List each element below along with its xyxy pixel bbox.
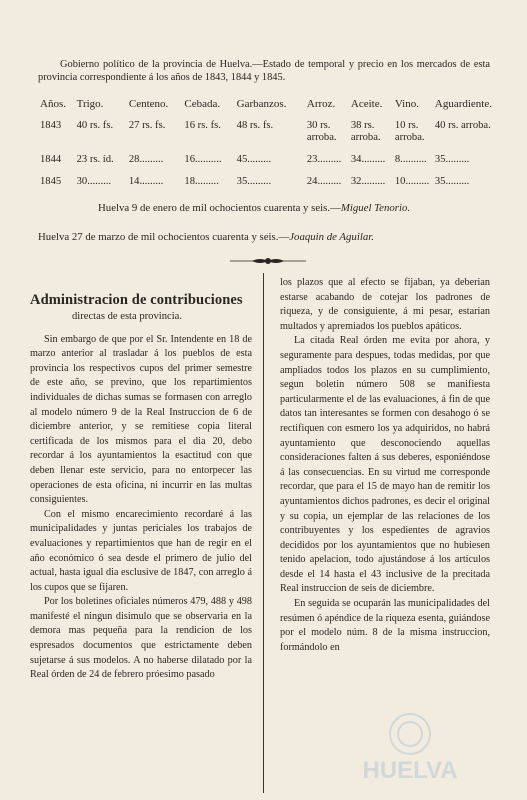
watermark-text: HUELVA bbox=[362, 757, 458, 784]
table-cell: 35......... bbox=[434, 176, 470, 187]
table-cell: 1844 bbox=[40, 154, 62, 165]
table-header: Centeno. bbox=[128, 98, 169, 110]
table-cell: 27 rs. fs. bbox=[128, 120, 166, 131]
right-column bbox=[280, 276, 490, 655]
price-table bbox=[40, 98, 492, 198]
section-subtitle: directas de esta provincia. bbox=[72, 311, 183, 322]
signature-text: Huelva 27 de marzo de mil ochocientos cuarenta y seis.— bbox=[38, 231, 290, 243]
signature-name: Miguel Tenorio. bbox=[340, 202, 411, 214]
section-title: Administracion de contribuciones bbox=[30, 292, 243, 308]
table-cell: 23......... bbox=[306, 154, 342, 165]
paragraph: La citada Real órden me evita por ahora, y seguramente para despues, todas medidas, por que ampliados todos los plazos en su cumplimiento, segun boletin número 508 se manifiesta particularmente el de las evaluaciones, á fin de que datos tan interesantes se formen con desahogo ó se rectifiquen con esmero los ya adquiridos, no habrá ayuntamiento que desconociendo aquellas consideraciones falten á sus deberes, esponiéndose á las consecuencias. En su virtud me corresponde recordar, que para el 15 de mayo han de remitir los ayuntamientos dichos padrones, es decir el original y su copia, un ejemplar de las relaciones de los contribuyentes y los espedientes de agravios decididos por los ayuntamientos que no hubiesen tenido apelacion, todo ajustándose á los artículos desde el 14 hasta el 43 inclusive de la precitada Real instruccion de seis de diciembre. bbox=[280, 335, 490, 595]
paragraph: Por los boletines oficiales números 479, 488 y 498 manifesté el ningun disimulo que se observaria en la demora mas pequeña para la rendicion de los espresados documentos que estrictamente deben sujetarse á sus modelos. A no haberse dilatado por la Real órden de 24 de febrero próesimo pasado bbox=[30, 596, 252, 681]
table-cell: 32......... bbox=[350, 176, 386, 187]
table-cell: 45......... bbox=[236, 154, 272, 165]
signature-text: Huelva 9 de enero de mil ochocientos cuarenta y seis.— bbox=[98, 202, 341, 214]
table-header: Garbanzos. bbox=[236, 98, 287, 110]
table-header-row bbox=[40, 98, 492, 120]
table-cell: 40 rs. arroba. bbox=[434, 120, 491, 131]
paragraph: En seguida se ocuparán las municipalidades del resúmen ó apéndice de la riqueza esenta, guiándose por el modelo núm. 8 de la misma instruccion, formándolo en bbox=[280, 598, 490, 653]
intro-text: Gobierno político de la provincia de Huelva.—Estado de temporal y precio en los mercados de esta provincia correspondiente á los años de 1843, 1844 y 1845. bbox=[38, 59, 490, 83]
table-cell: 1845 bbox=[40, 176, 62, 187]
column-divider bbox=[263, 273, 264, 793]
table-cell: 38 rs. arroba. bbox=[350, 120, 381, 143]
table-header: Cebada. bbox=[184, 98, 221, 110]
table-cell: 30......... bbox=[76, 176, 112, 187]
paragraph: los plazos que al efecto se fijaban, ya deberian estarse acabando de cotejar los padrones de riqueza, y de consiguiente, á mi pesar, estarian multados y apremiados los pueblos apáticos. bbox=[280, 277, 490, 332]
table-header: Vino. bbox=[394, 98, 419, 110]
table-cell: 40 rs. fs. bbox=[76, 120, 114, 131]
table-cell: 23 rs. íd. bbox=[76, 154, 114, 165]
table-row bbox=[40, 120, 492, 154]
library-watermark-stamp bbox=[345, 706, 475, 786]
table-row bbox=[40, 154, 492, 176]
table-cell: 10 rs. arroba. bbox=[394, 120, 425, 143]
intro-paragraph bbox=[38, 58, 490, 84]
table-cell: 1843 bbox=[40, 120, 62, 131]
table-cell: 14......... bbox=[128, 176, 164, 187]
table-cell: 35......... bbox=[236, 176, 272, 187]
table-cell: 30 rs. arroba. bbox=[306, 120, 337, 143]
table-cell: 28......... bbox=[128, 154, 164, 165]
table-cell: 10......... bbox=[394, 176, 430, 187]
table-header: Años. bbox=[40, 98, 66, 110]
table-cell: 24......... bbox=[306, 176, 342, 187]
table-row bbox=[40, 176, 492, 198]
table-cell: 16 rs. fs. bbox=[184, 120, 221, 131]
table-cell: 8.......... bbox=[394, 154, 427, 165]
table-header: Aguardiente. bbox=[434, 98, 492, 110]
paragraph: Con el mismo encarecimiento recordaré á las municipalidades y juntas periciales los trabajos de evaluaciones y repartimientos que han de regir en el año económico ó sea desde el primero de julio del actual, hasta igual dia esclusive de 1847, con arreglo á los cupos que se fijaren. bbox=[30, 508, 252, 593]
table-cell: 18......... bbox=[184, 176, 219, 187]
table-cell: 48 rs. fs. bbox=[236, 120, 274, 131]
signature-name: Joaquin de Aguilar. bbox=[289, 231, 374, 243]
left-column bbox=[30, 292, 252, 683]
table-header: Trigo. bbox=[76, 98, 104, 110]
table-cell: 35......... bbox=[434, 154, 470, 165]
signature-huelva-enero bbox=[98, 202, 410, 214]
table-cell: 34......... bbox=[350, 154, 386, 165]
paragraph: Sin embargo de que por el Sr. Intendente en 18 de marzo anterior al trasladar á los pueblos de esta provincia los respectivos cupos del primer semestre de este año, se previno, que los repartimientos individuales de dichas sumas se formasen con arreglo al modelo número 9 de la Real Instruccion de 6 de diciembre anterior, y se remitiese copia literal certificada de los mismos para el dia 20, debo recordar á los ayuntamientos la esactitud con que deben llenar este servicio, para no entorpecer las operaciones de esta oficina, ni incurrir en las multas consiguientes. bbox=[30, 333, 252, 506]
signature-huelva-marzo bbox=[38, 231, 374, 243]
table-cell: 16.......... bbox=[184, 154, 222, 165]
table-header: Arroz. bbox=[306, 98, 336, 110]
table-header: Aceite. bbox=[350, 98, 383, 110]
divider-ornament-icon bbox=[228, 256, 308, 266]
